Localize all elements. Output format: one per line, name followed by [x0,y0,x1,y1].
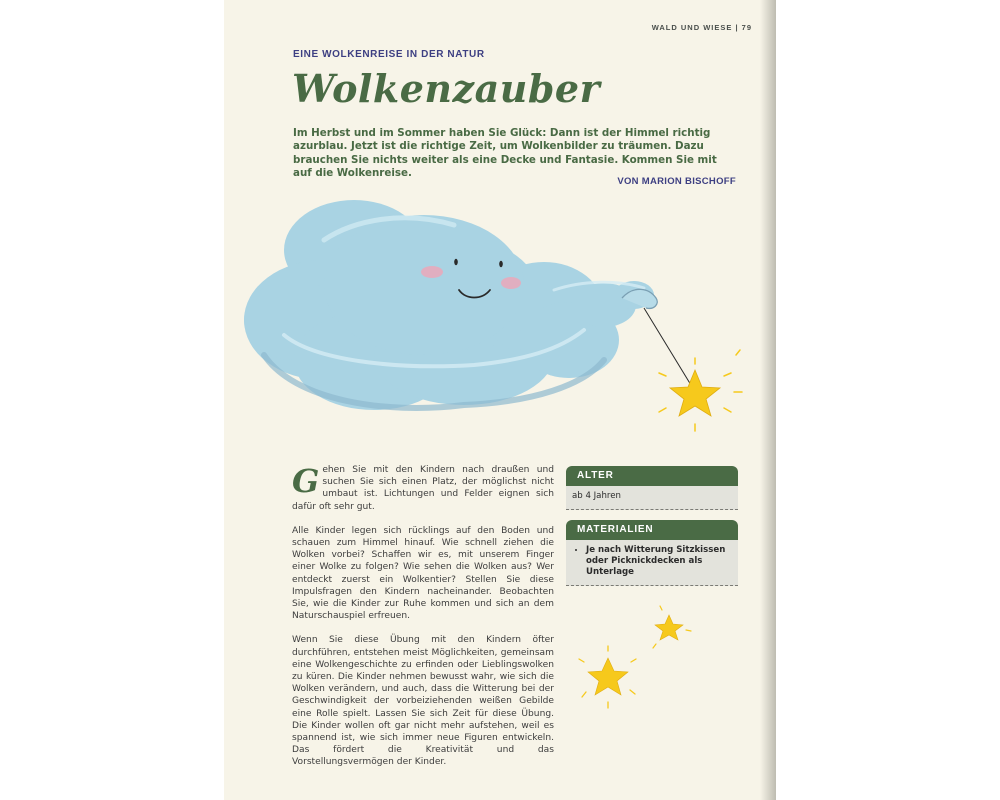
body-paragraph-1: Gehen Sie mit den Kindern nach draußen und suchen Sie sich einen Platz, der möglichst nicht umbaut ist. Lichtungen und Felder eignen sich dafür oft sehr gut. [292,462,554,512]
star-string [644,308,694,390]
kicker: EINE WOLKENREISE IN DER NATUR [293,49,485,60]
running-head: WALD UND WIESE | 79 [651,23,752,32]
byline: VON MARION BISCHOFF [617,176,736,187]
article-body [292,464,554,781]
body-paragraph-2: Alle Kinder legen sich rücklings auf den Boden und schauen zum Himmel hinauf. Wie schnell ziehen die Wolken vorbei? Schaffen wir es, mit unserem Finger einer Wolke zu folgen? Wie sehen die Wolken aus? Wer entdeckt zuerst ein Wolkentier? Stellen Sie diese Impulsfragen den Kindern nacheinander. Beobachten Sie, wie die Kinder zur Ruhe kommen und sich an dem Naturschauspiel erfreuen. [292,525,554,622]
info-box-heading: ALTER [566,466,738,486]
cloud-body [244,200,654,410]
magazine-page [224,0,776,800]
decorative-stars [564,600,694,730]
page-gutter-shadow [760,0,776,800]
drop-cap: G [292,462,320,500]
star-icon [653,606,691,648]
info-box-alter [566,466,738,510]
info-box-materialien [566,520,738,586]
star-icon [579,646,636,708]
star-icon [659,350,742,431]
intro-text [293,127,723,181]
page-title: Wolkenzauber [292,66,601,111]
list-item: • Je nach Witterung Sitzkissen oder Picknickdecken als Unterlage [586,545,730,578]
body-paragraph-3: Wenn Sie diese Übung mit den Kindern öfter durchführen, entstehen meist Möglichkeiten, gemeinsam eine Wolkengeschichte zu erfinden oder Lieblingswolken zu küren. Die Kinder nehmen bewusst wahr, wie sich die Wolken verändern, und auch, dass die Witterung bei der Geschwindigkeit der vorbeiziehenden weißen Gebilde eine Rolle spielt. Lassen Sie sich Zeit für diese Übung. Die Kinder wollen oft gar nicht mehr aufstehen, weil es spannend ist, wie sich immer neue Figuren entwickeln. Das fördert die Kreativität und das Vorstellungsvermögen der Kinder. [292,635,554,768]
intro-paragraph: Im Herbst und im Sommer haben Sie Glück: Dann ist der Himmel richtig azurblau. Jetzt ist die richtige Zeit, um Wolkenbilder zu träumen. Dazu brauchen Sie nichts weiter als eine Decke und Fantasie. Kommen Sie mit auf die Wolkenreise. [293,127,717,180]
cloud-illustration [224,180,776,460]
info-box-heading: MATERIALIEN [566,520,738,540]
info-box-value: ab 4 Jahren [566,486,738,510]
info-box-list [566,540,738,586]
